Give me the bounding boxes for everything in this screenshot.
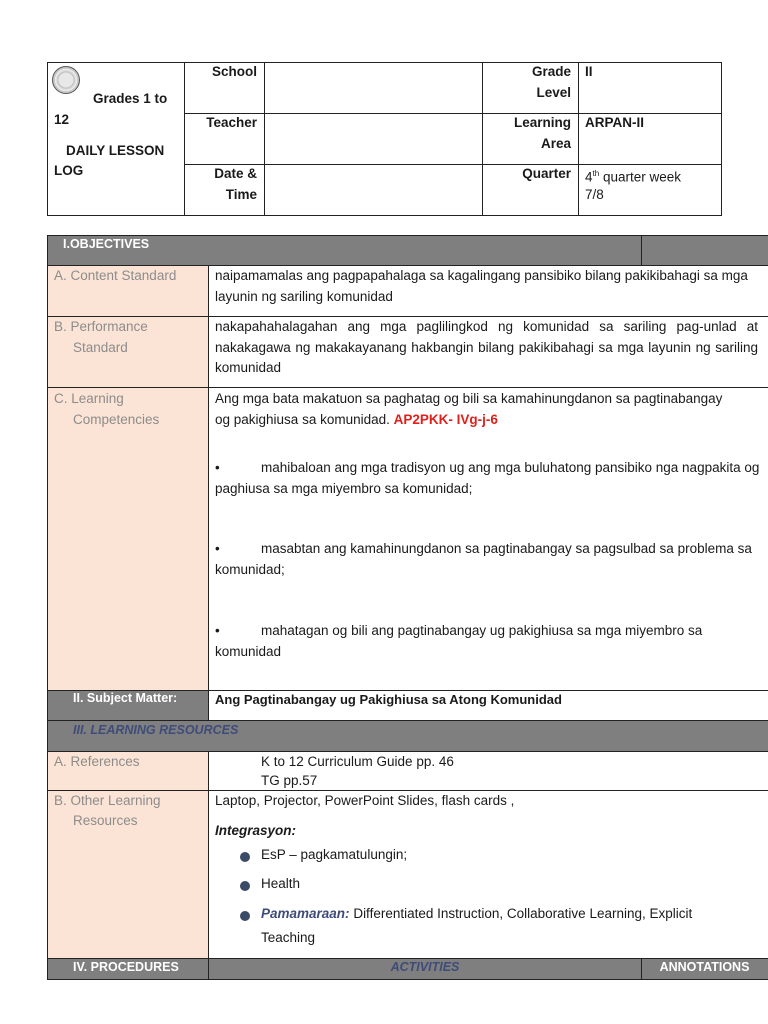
- grade-label-2: Level: [536, 85, 571, 100]
- school-label: School: [211, 64, 257, 79]
- teacher-label: Teacher: [206, 115, 257, 130]
- area-label-2: Area: [540, 136, 571, 151]
- method-line: [261, 904, 692, 925]
- competencies-label-cell: [47, 387, 209, 691]
- references-label: A. References: [54, 754, 140, 769]
- competency-code: AP2PKK- IVg-j-6: [393, 411, 498, 427]
- objectives-heading: I.OBJECTIVES: [63, 237, 150, 251]
- quarter-text: quarter week: [599, 169, 681, 185]
- references-line1: K to 12 Curriculum Guide pp. 46: [261, 754, 454, 769]
- bullet-symbol: •: [215, 541, 220, 556]
- resources-heading: III. LEARNING RESOURCES: [73, 723, 239, 737]
- annotations-label: ANNOTATIONS: [659, 960, 750, 974]
- title-line2: 12: [54, 112, 70, 127]
- integration-item-1: EsP – pagkamatulungin;: [261, 847, 408, 862]
- competency-bullet-2: [215, 539, 760, 580]
- competency-bullet-text-1: mahibaloan ang mga tradisyon ug ang mga buluhatong pansibiko nga nagpakita og paghiusa sa mga miyembro sa komunidad;: [215, 460, 760, 496]
- deped-seal-icon: [52, 66, 80, 94]
- teacher-value-cell[interactable]: [264, 113, 483, 165]
- bullet-dot-icon: [240, 881, 250, 891]
- title-line1: Grades 1 to: [93, 91, 168, 106]
- other-resources-label-1: B. Other Learning: [54, 793, 161, 808]
- quarter-number: 4: [585, 169, 593, 185]
- competency-bullet-text-2: masabtan ang kamahinungdanon sa pagtinabangay sa pagsulbad sa problema sa komunidad;: [215, 541, 752, 577]
- quarter-label: Quarter: [522, 166, 571, 181]
- grade-value: II: [585, 64, 593, 79]
- competency-bullet-3: [215, 621, 715, 662]
- competencies-label-1: C. Learning: [54, 391, 124, 406]
- subject-label: II. Subject Matter:: [73, 691, 178, 705]
- bullet-symbol: •: [215, 623, 220, 638]
- grade-value-cell: [578, 62, 722, 114]
- method-text-1: Differentiated Instruction, Collaborative Learning, Explicit: [349, 906, 693, 921]
- title-line4: LOG: [54, 163, 84, 178]
- title-line3: DAILY LESSON: [66, 143, 165, 158]
- competencies-label-2: Competencies: [73, 412, 160, 427]
- bullet-dot-icon: [240, 852, 250, 862]
- competencies-intro-text: Ang mga bata makatuon sa paghatag og bili sa kamahinungdanon sa pagtinabangay og pakighiusa sa komunidad.: [215, 391, 723, 427]
- integration-label: Integrasyon:: [215, 823, 297, 838]
- date-value-cell[interactable]: [264, 164, 483, 216]
- date-label-1: Date &: [214, 166, 257, 181]
- grade-label-1: Grade: [531, 64, 571, 79]
- bullet-dot-icon: [240, 911, 250, 921]
- quarter-line2: 7/8: [585, 187, 604, 202]
- performance-label-2: Standard: [73, 340, 128, 355]
- area-label-1: Learning: [513, 115, 571, 130]
- other-resources-label-2: Resources: [73, 813, 138, 828]
- content-standard-label: A. Content Standard: [54, 268, 177, 283]
- competency-bullet-text-3: mahatagan og bili ang pagtinabangay ug pakighiusa sa mga miyembro sa komunidad: [215, 623, 703, 659]
- subject-value: Ang Pagtinabangay ug Pakighiusa sa Atong Komunidad: [215, 692, 562, 707]
- quarter-superscript: th: [592, 169, 600, 178]
- references-line2: TG pp.57: [261, 773, 318, 788]
- content-standard-text: naipamamalas ang pagpapahalaga sa kagalingang pansibiko bilang pakikibahagi sa mga layunin ng sariling komunidad: [215, 268, 748, 304]
- competency-bullet-1: [215, 458, 760, 499]
- activities-label: ACTIVITIES: [390, 960, 460, 974]
- bullet-symbol: •: [215, 460, 220, 475]
- method-text-2: Teaching: [261, 930, 316, 945]
- objectives-heading-right-cell: [641, 235, 768, 266]
- area-value: ARPAN-II: [585, 115, 644, 130]
- procedures-label: IV. PROCEDURES: [73, 960, 179, 974]
- other-resources-text: Laptop, Projector, PowerPoint Slides, flash cards ,: [215, 793, 515, 808]
- school-value-cell[interactable]: [264, 62, 483, 114]
- performance-text: nakapahahalagahan ang mga paglilingkod ng komunidad sa sariling pag-unlad at nakakagawa ng makakayanang hakbangin bilang pakikibahagi sa mga layunin ng sariling komunidad: [215, 319, 758, 375]
- method-label: Pamamaraan:: [261, 906, 350, 921]
- date-label-2: Time: [225, 187, 257, 202]
- integration-item-2: Health: [261, 876, 301, 891]
- performance-label-1: B. Performance: [54, 319, 148, 334]
- competencies-intro: [215, 389, 735, 430]
